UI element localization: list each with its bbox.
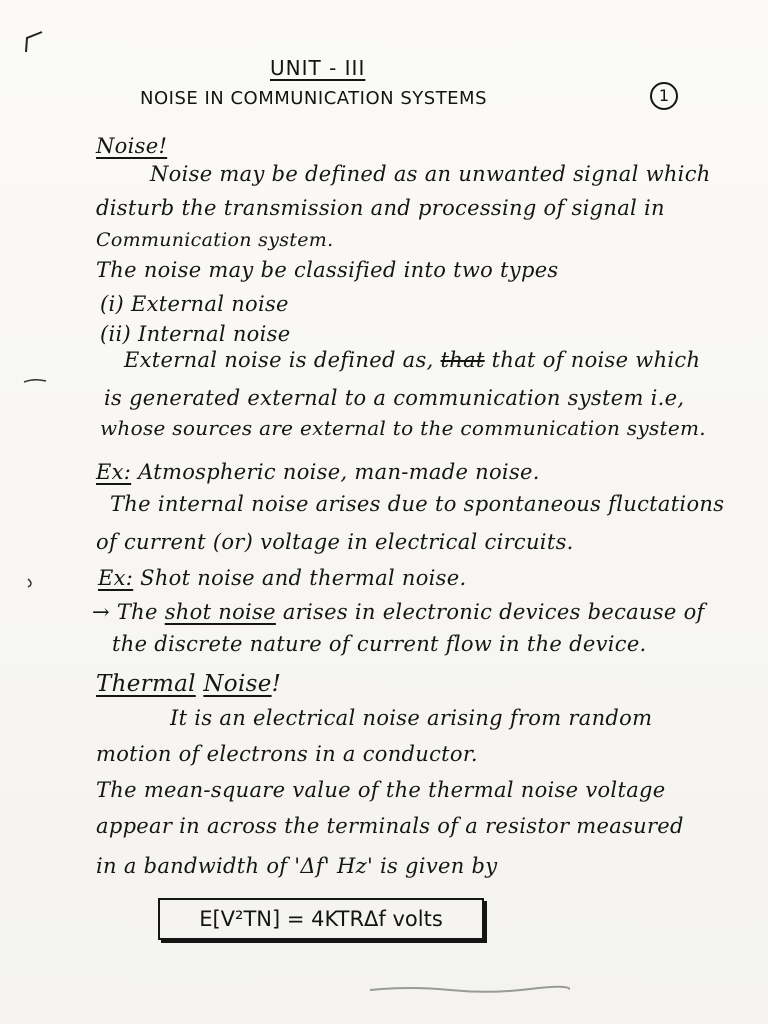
example-label: Ex: [98, 566, 134, 590]
thermal-noise-formula: E[V²TN] = 4KTRΔf volts [158, 898, 484, 940]
text-line: appear in across the terminals of a resistor measured [96, 814, 684, 838]
heading-word: Noise [203, 671, 272, 697]
heading-mark: ! [271, 671, 282, 697]
example-line [98, 564, 466, 592]
text-line: motion of electrons in a conductor. [96, 742, 478, 766]
text-line: Communication system. [96, 229, 334, 251]
heading-word: Thermal [96, 671, 196, 697]
list-item-internal: (ii) Internal noise [100, 322, 291, 346]
text-line: the discrete nature of current flow in the device. [112, 632, 647, 656]
shot-noise-term: shot noise [164, 600, 276, 624]
example-label: Ex: [96, 460, 132, 484]
text-line: It is an electrical noise arising from random [170, 706, 653, 730]
text-line: whose sources are external to the communication system. [100, 416, 706, 440]
text-segment: → The [92, 600, 158, 624]
noise-heading: Noise! [96, 134, 168, 158]
margin-dash-mark [22, 376, 48, 386]
text-line: The internal noise arises due to spontaneous fluctations [110, 492, 725, 516]
text-line [124, 346, 700, 374]
text-segment: Atmospheric noise, man-made noise. [138, 460, 540, 484]
text-segment: Shot noise and thermal noise. [140, 566, 467, 590]
list-item-external: (i) External noise [100, 292, 289, 316]
margin-hook-mark [22, 578, 48, 588]
text-segment: arises in electronic devices because of [282, 600, 705, 624]
text-line: The noise may be classified into two types [96, 258, 559, 282]
page-number: 1 [650, 82, 678, 110]
text-line: of current (or) voltage in electrical circuits. [96, 530, 574, 554]
text-line [92, 598, 705, 626]
example-line [96, 458, 540, 486]
text-line: in a bandwidth of 'Δf' Hz' is given by [96, 854, 498, 878]
unit-title: UNIT - III [270, 56, 366, 80]
text-line: Noise may be defined as an unwanted signal which [150, 162, 711, 186]
thermal-noise-heading [96, 670, 281, 698]
struck-word: that [440, 348, 485, 372]
text-line: disturb the transmission and processing of signal in [96, 196, 665, 220]
text-line: is generated external to a communication system i.e, [104, 386, 685, 410]
text-segment: External noise is defined as, [124, 348, 434, 372]
text-line: The mean-square value of the thermal noise voltage [96, 778, 666, 802]
corner-pen-mark [22, 30, 46, 54]
text-segment: that of noise which [491, 348, 701, 372]
bottom-scribble [370, 984, 570, 994]
page-heading: NOISE IN COMMUNICATION SYSTEMS [140, 88, 488, 109]
